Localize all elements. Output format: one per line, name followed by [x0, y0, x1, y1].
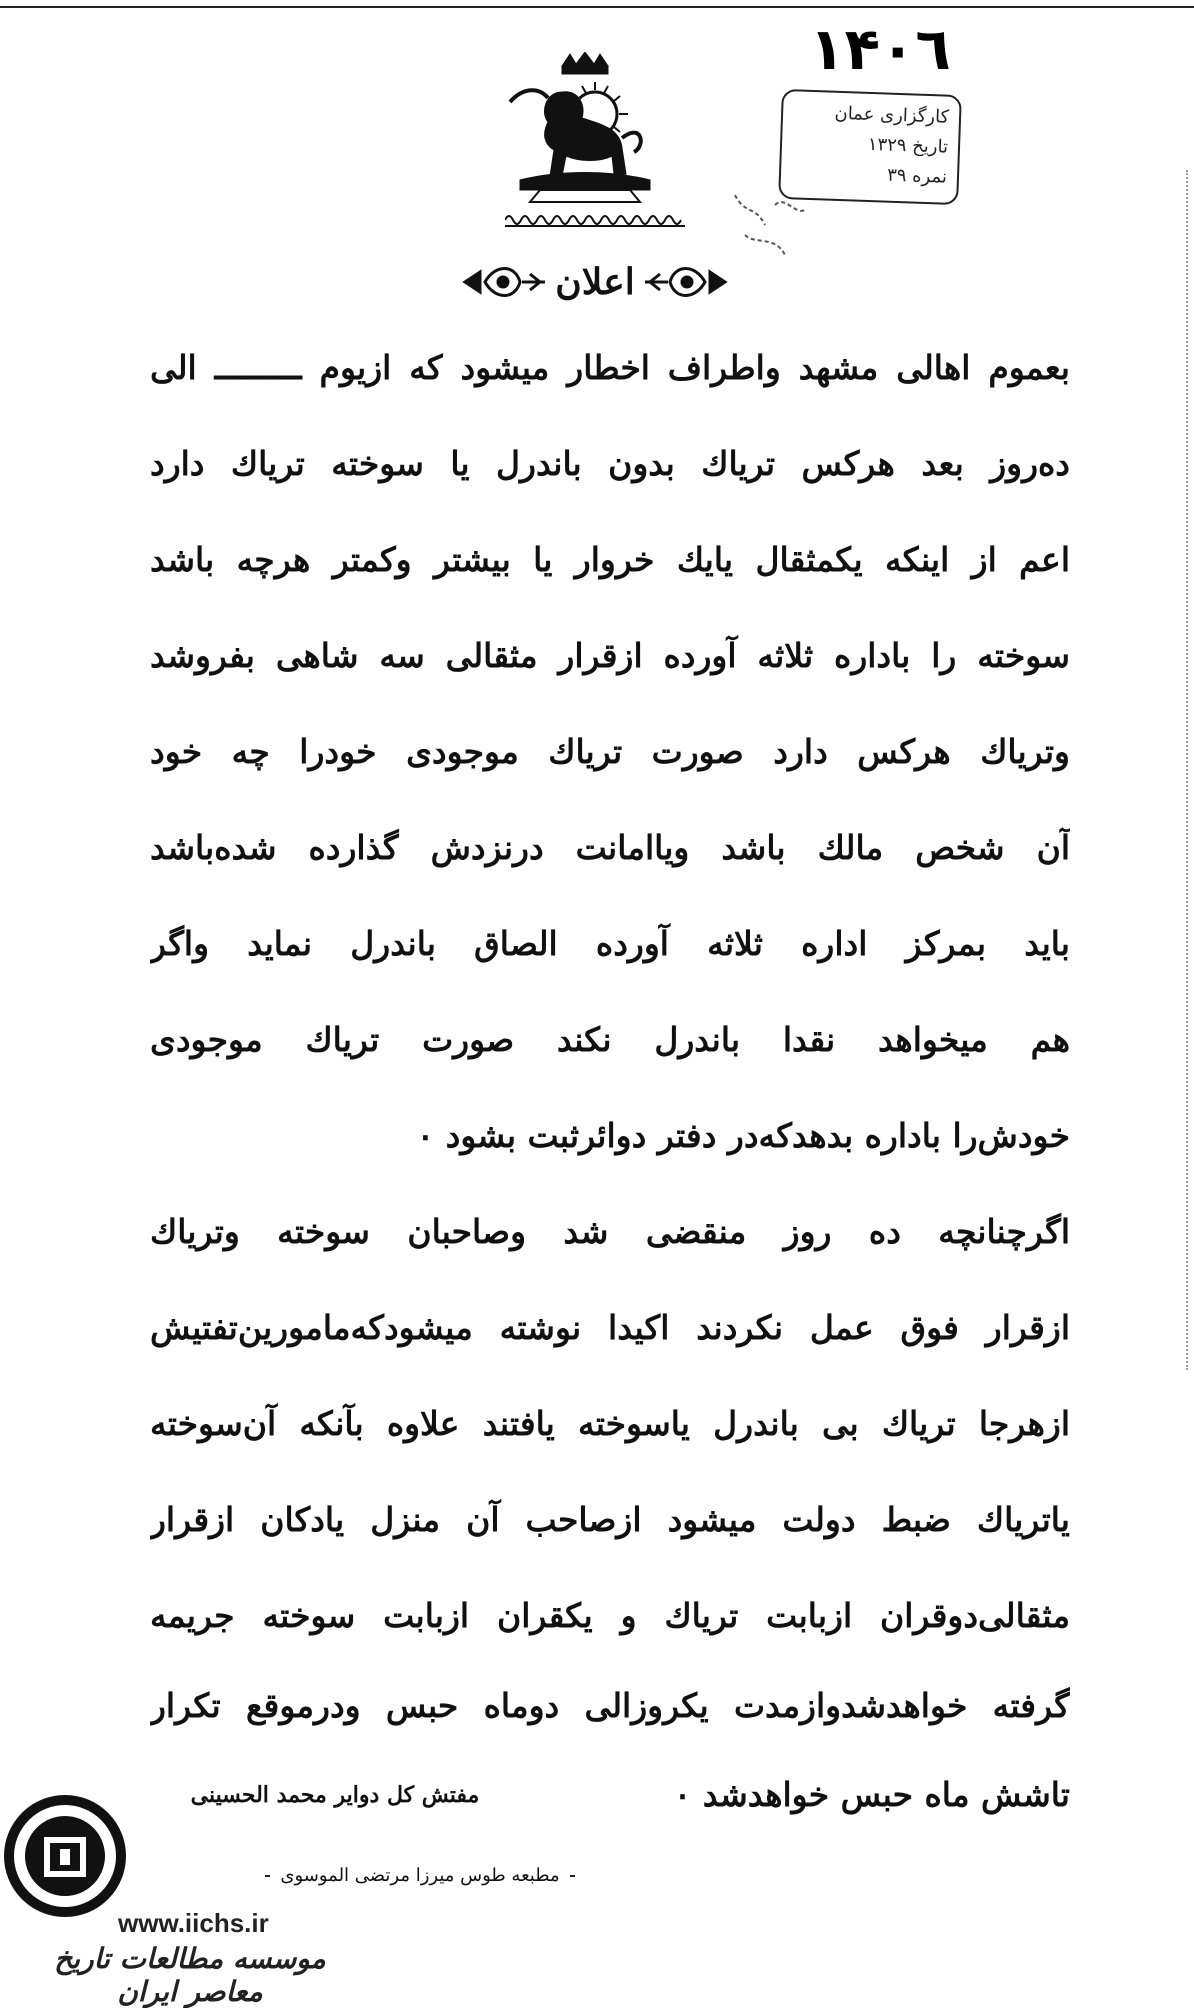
body-line: آن شخص مالك باشد ویاامانت درنزدش گذارده شده‌باشد — [150, 828, 1070, 867]
left-fleuron-ornament — [460, 264, 550, 300]
wavy-rule-ornament — [505, 212, 685, 228]
archive-institute-name: موسسه مطالعات تاریخ معاصر ایران — [54, 1942, 326, 2008]
handwritten-page-number: ١۴٠٦ — [809, 15, 951, 83]
archive-website: www.iichs.ir — [118, 1908, 269, 1938]
body-line: باید بمرکز اداره ثلاثه آورده الصاق باندرل نماید واگر — [150, 924, 1070, 963]
handwritten-scribble — [725, 185, 815, 275]
body-line: اگرچنانچه ده روز منقضی شد وصاحبان سوخته وتریاك — [150, 1212, 1070, 1251]
lion-and-sun-emblem — [500, 52, 670, 212]
heading-row — [460, 252, 730, 312]
body-line: یاتریاك ضبط دولت میشود ازصاحب آن منزل یادکان ازقرار — [150, 1500, 1070, 1539]
body-line: هم میخواهد نقدا باندرل نکند صورت تریاك موجودی — [150, 1020, 1070, 1059]
top-border-line — [0, 6, 1194, 8]
body-line: سوخته را باداره ثلاثه آورده ازقرار مثقالی سه شاهی بفروشد — [150, 636, 1070, 675]
body-line: ازقرار فوق عمل نکردند اکیدا نوشته میشودکه‌مامورین‌تفتیش — [150, 1308, 1070, 1347]
body-line: وتریاك هرکس دارد صورت تریاك موجودی خودرا چه خود — [150, 732, 1070, 771]
printer-credit — [265, 1858, 575, 1894]
body-line: بعموم اهالی مشهد واطراف اخطار میشود که ازیوم ـــــــــ الی — [150, 348, 1070, 387]
body-line: مثقالی‌دوقران ازبابت تریاك و یکقران ازبابت سوخته جریمه — [150, 1596, 1070, 1635]
announcement-heading: اعلان — [555, 261, 635, 303]
body-line: خودش‌را باداره بدهدکه‌در دفتر دوائرثبت بشود ٠ — [416, 1116, 1070, 1155]
body-line: ده‌روز بعد هرکس تریاك بدون باندرل یا سوخته تریاك دارد — [150, 444, 1070, 483]
announcement-body — [150, 320, 1070, 1748]
stamp-line-1: کارگزاری عمان — [834, 102, 950, 128]
inspector-signature: مفتش کل دوایر محمد الحسینی — [190, 1782, 480, 1808]
body-line: گرفته خواهدشدوازمدت یکروزالی دوماه حبس ودرموقع تکرار — [150, 1686, 1070, 1725]
closing-line: تاشش ماه حبس خواهدشد ٠ — [673, 1775, 1070, 1814]
stamp-line-3: نمره ۳۹ — [886, 164, 948, 188]
right-fleuron-ornament — [640, 264, 730, 300]
archive-logo — [4, 1795, 126, 1917]
printer-credit-text: مطبعه طوس میرزا مرتضی الموسوی — [270, 1865, 569, 1886]
stamp-line-2: تاریخ ۱۳۲۹ — [867, 133, 949, 158]
right-margin-dots — [1183, 170, 1188, 1370]
body-line: ازهرجا تریاك بی باندرل یاسوخته یافتند علاوه بآنکه آن‌سوخته — [150, 1404, 1070, 1443]
body-line: اعم از اینکه یکمثقال یایك خروار یا بیشتر وکمتر هرچه باشد — [150, 540, 1070, 579]
